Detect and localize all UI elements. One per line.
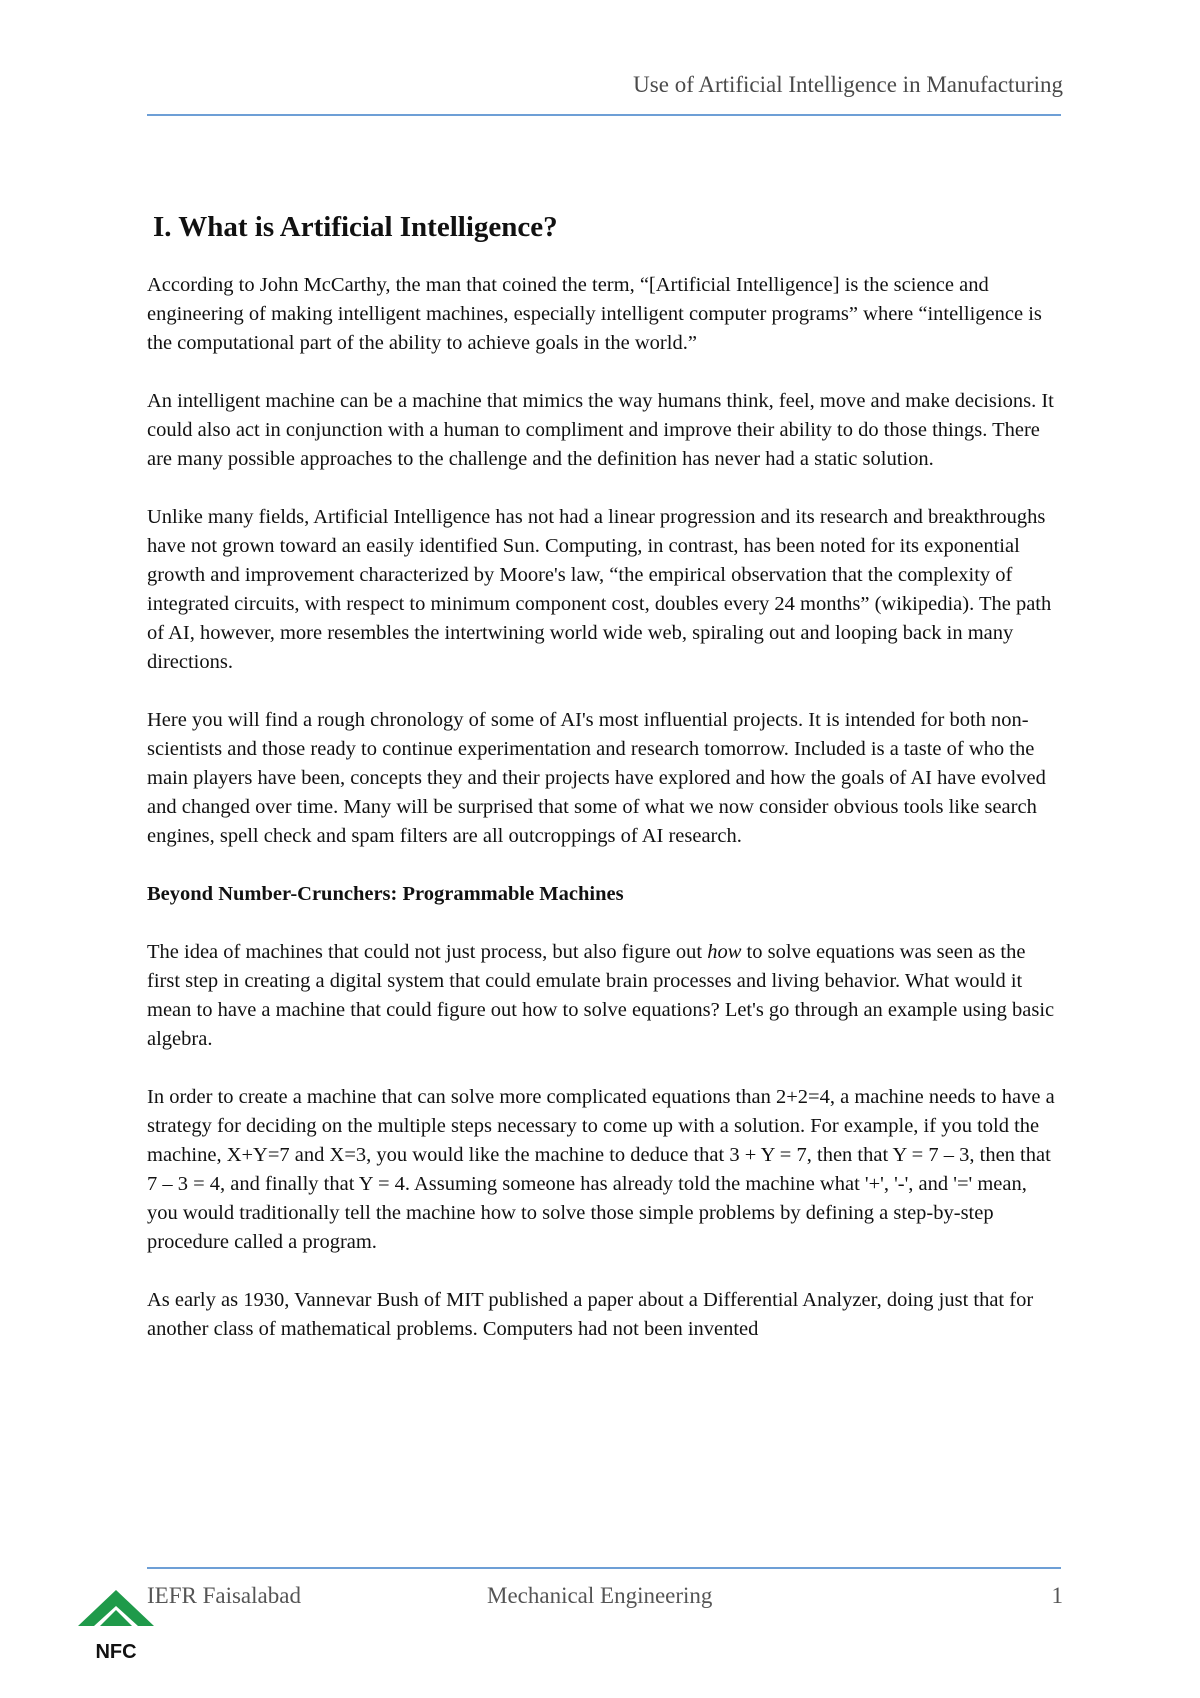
paragraph-4: Here you will find a rough chronology of some of AI's most influential projects. It is intended for both non-scientists and those ready to continue experimentation and research tomorrow. Included is a taste of who the main players have been, concepts they and their projects have explored and how the goals of AI have evolved and changed over time. Many will be surprised that some of what we now consider obvious tools like search engines, spell check and spam filters are all outcroppings of AI research. xyxy=(147,708,1046,847)
paragraph-5-emphasis: how xyxy=(707,940,742,963)
paragraph-2: An intelligent machine can be a machine that mimics the way humans think, feel, move and make decisions. It could also act in conjunction with a human to compliment and improve their ability to do those things. There are many possible approaches to the challenge and the definition has never had a static solution. xyxy=(147,389,1054,470)
footer-rule xyxy=(147,1567,1061,1569)
paragraph-5-text-b: to solve equations was seen as the first step in creating a digital system that could emulate brain processes and living behavior. What would it mean to have a machine that could figure out how to solve equations? Let's go through an example using basic algebra. xyxy=(147,940,1055,1050)
paragraph-3: Unlike many fields, Artificial Intelligence has not had a linear progression and its research and breakthroughs have not grown toward an easily identified Sun. Computing, in contrast, has been noted for its exponential growth and improvement characterized by Moore's law, “the empirical observation that the complexity of integrated circuits, with respect to minimum component cost, doubles every 24 months” (wikipedia). The path of AI, however, more resembles the intertwining world wide web, spiraling out and looping back in many directions. xyxy=(147,505,1052,673)
paragraph-6: In order to create a machine that can solve more complicated equations than 2+2=4, a machine needs to have a strategy for deciding on the multiple steps necessary to come up with a solution. For example, if you told the machine, X+Y=7 and X=3, you would like the machine to deduce that 3 + Y = 7, then that Y = 7 – 3, then that 7 – 3 = 4, and finally that Y = 4. Assuming someone has already told the machine what '+', '-', and '=' mean, you would traditionally tell the machine how to solve those simple problems by defining a step-by-step procedure called a program. xyxy=(147,1085,1055,1253)
nfc-logo-icon xyxy=(76,1588,156,1664)
header-rule xyxy=(147,114,1061,116)
footer-institute: IEFR Faisalabad xyxy=(147,1583,301,1608)
section-heading: I. What is Artificial Intelligence? xyxy=(153,211,558,243)
paragraph-1: According to John McCarthy, the man that coined the term, “[Artificial Intelligence] is the science and engineering of making intelligent machines, especially intelligent computer programs” where “intelligence is the computational part of the ability to achieve goals in the world.” xyxy=(147,273,1042,354)
nfc-logo-text: NFC xyxy=(95,1641,137,1663)
footer-department: Mechanical Engineering xyxy=(487,1583,713,1608)
page-number: 1 xyxy=(1051,1583,1063,1608)
subheading: Beyond Number-Crunchers: Programmable Machines xyxy=(147,882,624,905)
paragraph-5 xyxy=(147,938,1061,1054)
paragraph-7: As early as 1930, Vannevar Bush of MIT published a paper about a Differential Analyzer, doing just that for another class of mathematical problems. Computers had not been invented xyxy=(147,1288,1034,1340)
header-title: Use of Artificial Intelligence in Manufacturing xyxy=(633,72,1063,97)
page-body xyxy=(147,210,1061,1373)
paragraph-5-text-a: The idea of machines that could not just process, but also figure out xyxy=(147,940,708,963)
